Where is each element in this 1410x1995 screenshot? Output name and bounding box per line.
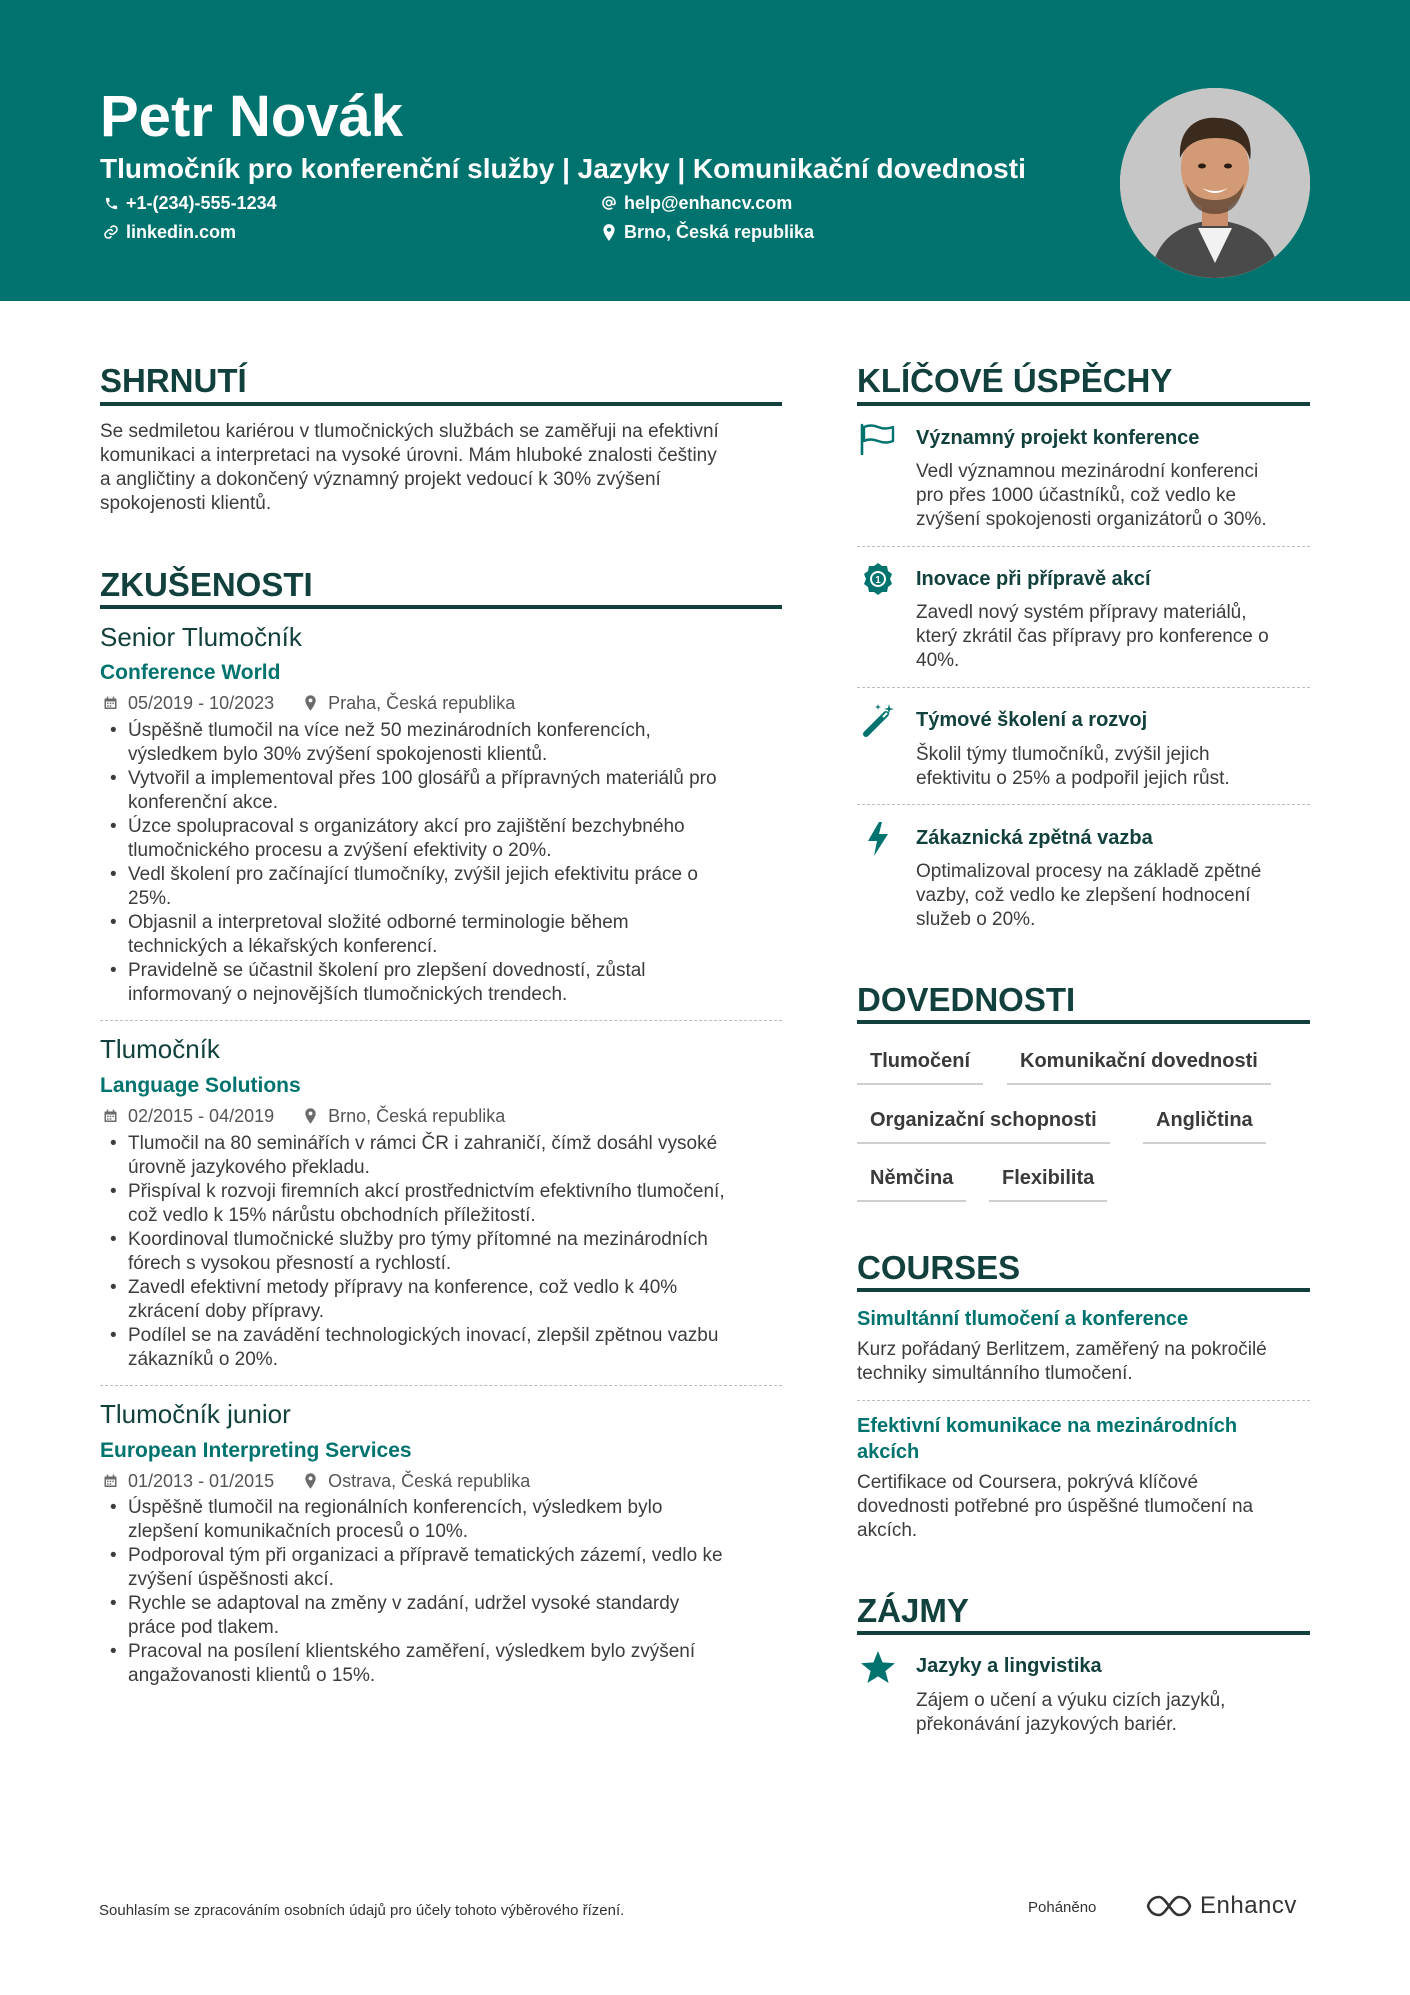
calendar-icon — [100, 1473, 120, 1489]
calendar-icon — [100, 1108, 120, 1124]
job-location: Brno, Česká republika — [328, 1106, 506, 1126]
experience-heading: ZKUŠENOSTI — [100, 566, 313, 603]
interests-heading: ZÁJMY — [857, 1592, 969, 1629]
company-name: Conference World — [100, 661, 281, 684]
consent-text: Souhlasím se zpracováním osobních údajů pro účely tohoto výběrového řízení. — [99, 1902, 625, 1919]
job-dates: 01/2013 - 01/2015 — [128, 1471, 275, 1491]
flag-icon — [858, 419, 898, 459]
courses-heading: COURSES — [857, 1249, 1021, 1286]
summary-heading: SHRNUTÍ — [100, 362, 247, 399]
candidate-name: Petr Novák — [100, 84, 404, 149]
list-item: • Úspěšně tlumočil na regionálních konferencích, výsledkem bylo zlepšení komunikačních procesů o 10%. — [100, 1496, 790, 1544]
summary-rule — [100, 402, 782, 406]
header-banner — [0, 0, 1410, 301]
magic-wand-icon — [858, 700, 898, 740]
skill-tag: Organizační schopnosti — [857, 1107, 1110, 1144]
job-dates: 02/2015 - 04/2019 — [128, 1106, 275, 1126]
at-icon — [598, 195, 620, 211]
list-item: • Podporoval tým při organizaci a přípravě tematických zázemí, vedlo ke zvýšení úspěšnosti akcí. — [100, 1544, 790, 1592]
experience-rule — [100, 605, 782, 609]
achievements-rule — [857, 402, 1310, 406]
list-item: • Zavedl efektivní metody přípravy na konference, což vedlo k 40% zkrácení doby přípravy. — [100, 1276, 790, 1324]
summary-line: spokojenosti klientů. — [100, 493, 272, 514]
course-title: Efektivní komunikace na mezinárodních akcích — [857, 1415, 1238, 1463]
achievement-text: Zavedl nový systém přípravy materiálů, který zkrátil čas přípravy pro konference o 40%. — [916, 602, 1269, 671]
list-item: • Rychle se adaptoval na změny v zadání, udržel vysoké standardy práce pod tlakem. — [100, 1592, 790, 1640]
company-name: European Interpreting Services — [100, 1439, 412, 1462]
skill-tag: Angličtina — [1143, 1107, 1266, 1144]
job-bullets — [100, 719, 790, 1007]
job-location: Praha, Česká republika — [328, 693, 516, 713]
location-pin-icon — [598, 224, 620, 241]
enhancv-logo-icon — [1146, 1893, 1192, 1919]
phone-icon — [100, 196, 122, 211]
achievements-heading: KLÍČOVÉ ÚSPĚCHY — [857, 362, 1173, 399]
candidate-headline: Tlumočník pro konferenční služby | Jazyky | Komunikační dovednosti — [100, 153, 1026, 184]
job-meta — [100, 1470, 530, 1492]
skill-tag: Němčina — [857, 1165, 966, 1202]
list-item: • Koordinoval tlumočnické služby pro týmy přítomné na mezinárodních fórech s vysokou přesností a rychlostí. — [100, 1228, 790, 1276]
powered-by-text: Poháněno — [1028, 1899, 1097, 1916]
summary-line: Se sedmiletou kariérou v tlumočnických službách se zaměřuji na efektivní — [100, 421, 719, 442]
job-bullets — [100, 1496, 790, 1688]
divider — [857, 1400, 1310, 1401]
course-title: Simultánní tlumočení a konference — [857, 1308, 1189, 1330]
skill-tag: Komunikační dovednosti — [1007, 1048, 1271, 1085]
linkedin-text: linkedin.com — [126, 222, 237, 242]
location-pin-icon — [300, 1108, 320, 1124]
contact-email[interactable] — [598, 191, 792, 215]
list-item: • Přispíval k rozvoji firemních akcí prostřednictvím efektivního tlumočení, což vedlo k 15% nárůstu obchodních příležitostí. — [100, 1180, 790, 1228]
list-item: • Vedl školení pro začínající tlumočníky, zvýšil jejich efektivitu práce o 25%. — [100, 863, 790, 911]
list-item: • Objasnil a interpretoval složité odborné terminologie během technických a lékařských konferencí. — [100, 911, 790, 959]
job-title: Tlumočník — [100, 1034, 220, 1064]
location-pin-icon — [300, 695, 320, 711]
brand-logo[interactable] — [1146, 1892, 1297, 1920]
achievement-text: Školil týmy tlumočníků, zvýšil jejich efektivitu o 25% a podpořil jejich růst. — [916, 744, 1230, 789]
phone-text: +1-(234)-555-1234 — [126, 193, 277, 213]
summary-text — [100, 420, 790, 516]
contact-location — [598, 220, 814, 244]
list-item: • Úspěšně tlumočil na více než 50 mezinárodních konferencích, výsledkem bylo 30% zvýšení spokojenosti klientů. — [100, 719, 790, 767]
lightning-icon — [858, 819, 898, 859]
location-text: Brno, Česká republika — [624, 222, 815, 242]
location-pin-icon — [300, 1473, 320, 1489]
job-location: Ostrava, Česká republika — [328, 1471, 531, 1491]
achievement-title: Týmové školení a rozvoj — [916, 709, 1148, 731]
divider — [857, 546, 1310, 547]
contact-linkedin[interactable] — [100, 220, 236, 244]
list-item: • Úzce spolupracoval s organizátory akcí pro zajištění bezchybného tlumočnického procesu a zvýšení efektivity o 20%. — [100, 815, 790, 863]
divider — [857, 804, 1310, 805]
award-icon — [858, 560, 898, 600]
job-title: Tlumočník junior — [100, 1399, 291, 1429]
job-bullets — [100, 1132, 790, 1372]
list-item: • Podílel se na zavádění technologických inovací, zlepšil zpětnou vazbu zákazníků o 20%. — [100, 1324, 790, 1372]
divider — [100, 1385, 782, 1386]
list-item: • Vytvořil a implementoval přes 100 glosářů a přípravných materiálů pro konferenční akce. — [100, 767, 790, 815]
summary-line: a angličtiny a dokončený významný projekt vedoucí k 30% zvýšení — [100, 469, 661, 490]
interest-title: Jazyky a lingvistika — [916, 1655, 1102, 1677]
list-item: • Pracoval na posílení klientského zaměření, výsledkem bylo zvýšení angažovanosti klientů o 15%. — [100, 1640, 790, 1688]
divider — [857, 687, 1310, 688]
list-item: • Pravidelně se účastnil školení pro zlepšení dovedností, zůstal informovaný o nejnovějších tlumočnických trendech. — [100, 959, 790, 1007]
skill-tag: Tlumočení — [857, 1048, 983, 1085]
course-text: Certifikace od Coursera, pokrývá klíčové dovednosti potřebné pro úspěšné tlumočení na akcích. — [857, 1472, 1254, 1541]
avatar — [1120, 88, 1310, 278]
job-meta — [100, 692, 515, 714]
link-icon — [100, 224, 122, 240]
job-dates: 05/2019 - 10/2023 — [128, 693, 275, 713]
star-icon — [858, 1647, 898, 1687]
list-item: • Tlumočil na 80 seminářích v rámci ČR i zahraničí, čímž dosáhl vysoké úrovně jazykového překladu. — [100, 1132, 790, 1180]
skills-heading: DOVEDNOSTI — [857, 981, 1076, 1018]
courses-rule — [857, 1288, 1310, 1292]
interest-text: Zájem o učení a výuku cizích jazyků, překonávání jazykových bariér. — [916, 1690, 1226, 1735]
interests-rule — [857, 1631, 1310, 1635]
skills-rule — [857, 1020, 1310, 1024]
company-name: Language Solutions — [100, 1074, 301, 1097]
course-text: Kurz pořádaný Berlitzem, zaměřený na pokročilé techniky simultánního tlumočení. — [857, 1339, 1267, 1384]
achievement-title: Zákaznická zpětná vazba — [916, 827, 1153, 849]
achievement-title: Významný projekt konference — [916, 427, 1200, 449]
contact-phone[interactable] — [100, 191, 277, 215]
email-text: help@enhancv.com — [624, 193, 793, 213]
achievement-text: Vedl významnou mezinárodní konferenci pro přes 1000 účastníků, což vedlo ke zvýšení spokojenosti organizátorů o 30%. — [916, 461, 1267, 530]
job-meta — [100, 1105, 505, 1127]
svg-text:1: 1 — [875, 575, 881, 586]
divider — [100, 1020, 782, 1021]
calendar-icon — [100, 695, 120, 711]
achievement-text: Optimalizoval procesy na základě zpětné vazby, což vedlo ke zlepšení hodnocení služeb o 20%. — [916, 861, 1262, 930]
brand-name: Enhancv — [1200, 1892, 1297, 1919]
summary-line: komunikaci a interpretaci na vysoké úrovni. Mám hluboké znalosti češtiny — [100, 445, 717, 466]
achievement-title: Inovace při přípravě akcí — [916, 568, 1151, 590]
job-title: Senior Tlumočník — [100, 622, 302, 652]
skill-tag: Flexibilita — [989, 1165, 1107, 1202]
